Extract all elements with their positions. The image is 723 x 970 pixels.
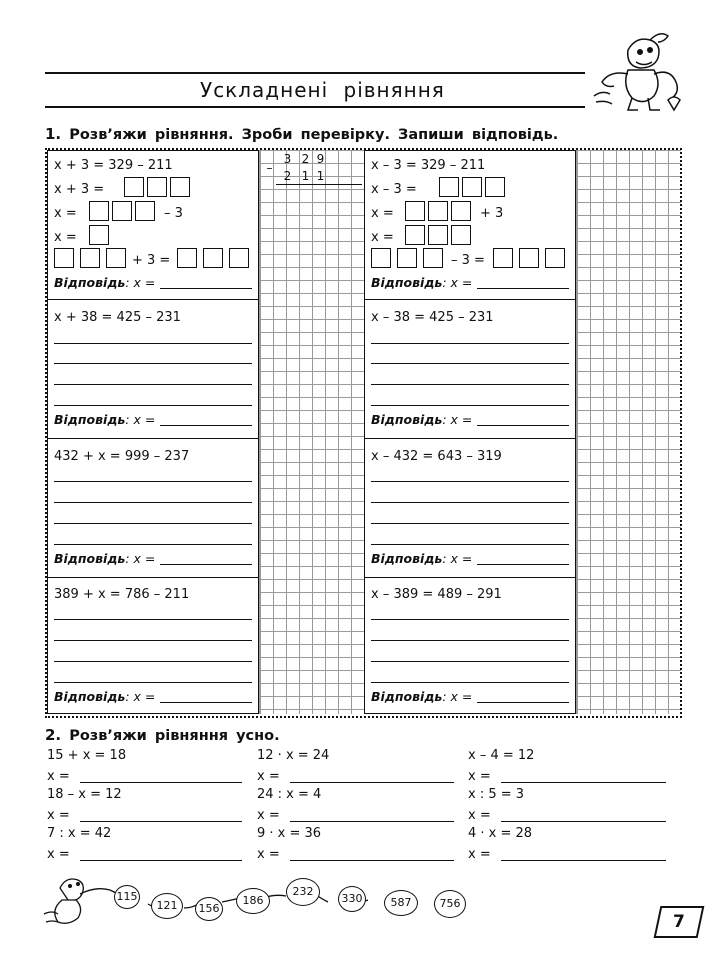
answer-box[interactable] — [89, 201, 109, 221]
work-line[interactable] — [371, 682, 569, 683]
answer-line[interactable] — [160, 425, 252, 426]
sub-top-digit: 3 — [283, 152, 292, 166]
task2-number: 2. — [45, 726, 62, 744]
work-line[interactable] — [371, 544, 569, 545]
oral-x-label: x = — [47, 808, 70, 823]
answer-box[interactable] — [423, 248, 443, 268]
task2-heading — [45, 726, 280, 744]
sub-bottom-digit: 1 — [301, 169, 310, 183]
work-line[interactable] — [371, 502, 569, 503]
answer-box[interactable] — [203, 248, 223, 268]
work-line[interactable] — [371, 405, 569, 406]
right-eq-3: x – 432 = 643 – 319 — [371, 449, 502, 464]
answer-box[interactable] — [170, 177, 190, 197]
answer-box[interactable] — [229, 248, 249, 268]
oral-answer-line[interactable] — [501, 782, 666, 783]
answer-box[interactable] — [519, 248, 539, 268]
work-line[interactable] — [371, 481, 569, 482]
oral-answer-line[interactable] — [290, 821, 454, 822]
answer-box[interactable] — [147, 177, 167, 197]
work-line[interactable] — [371, 640, 569, 641]
oral-equation: 4 · x = 28 — [468, 826, 533, 841]
work-line[interactable] — [371, 363, 569, 364]
answer-box[interactable] — [428, 225, 448, 245]
work-line[interactable] — [54, 640, 252, 641]
oral-x-label: x = — [257, 769, 280, 784]
work-line[interactable] — [54, 544, 252, 545]
answer-box[interactable] — [371, 248, 391, 268]
answer-box[interactable] — [451, 225, 471, 245]
answer-box[interactable] — [451, 201, 471, 221]
left-eq-2: x + 38 = 425 – 231 — [54, 310, 181, 325]
task1-text: Розв’яжи рівняння. Зроби перевірку. Запиши відповідь. — [69, 127, 559, 143]
dragon-illustration — [588, 30, 693, 115]
answer-line[interactable] — [477, 564, 569, 565]
answer-box[interactable] — [545, 248, 565, 268]
answer-box[interactable] — [124, 177, 144, 197]
answer-box[interactable] — [405, 201, 425, 221]
oral-equation: 9 · x = 36 — [257, 826, 322, 841]
right-step-4: x = — [371, 230, 394, 245]
left-step-2: x = — [54, 206, 77, 221]
title-rule-bottom — [45, 106, 585, 108]
oral-x-label: x = — [257, 847, 280, 862]
work-line[interactable] — [54, 405, 252, 406]
page-number: 7 — [654, 906, 705, 938]
answer-label: Відповідь: x = — [54, 275, 156, 290]
answer-box[interactable] — [54, 248, 74, 268]
answer-line[interactable] — [160, 288, 252, 289]
answer-box[interactable] — [493, 248, 513, 268]
answer-box[interactable] — [485, 177, 505, 197]
sub-top-digit: 9 — [316, 152, 325, 166]
number-bubble: 587 — [384, 890, 418, 916]
sub-bottom-digit: 1 — [316, 169, 325, 183]
answer-label: Відповідь: x = — [371, 551, 473, 566]
oral-answer-line[interactable] — [80, 782, 242, 783]
answer-label: Відповідь: x = — [371, 412, 473, 427]
right-step-3: + 3 — [480, 206, 504, 221]
work-line[interactable] — [54, 523, 252, 524]
left-step-4: x = — [54, 230, 77, 245]
oral-equation: x : 5 = 3 — [468, 787, 525, 802]
oral-equation: 24 : x = 4 — [257, 787, 322, 802]
answer-box[interactable] — [397, 248, 417, 268]
answer-label: Відповідь: x = — [371, 689, 473, 704]
task2-text: Розв’яжи рівняння усно. — [69, 728, 280, 744]
number-bubble: 186 — [236, 888, 270, 914]
number-bubble: 232 — [286, 878, 320, 906]
column-subtraction — [262, 152, 362, 188]
left-eq-1: x + 3 = 329 – 211 — [54, 158, 173, 173]
work-line[interactable] — [371, 661, 569, 662]
answer-box[interactable] — [462, 177, 482, 197]
answer-label: Відповідь: x = — [54, 689, 156, 704]
number-bubble: 756 — [434, 890, 466, 918]
oral-answer-line[interactable] — [290, 782, 454, 783]
answer-line[interactable] — [160, 564, 252, 565]
oral-answer-line[interactable] — [290, 860, 454, 861]
right-step-5: – 3 = — [451, 253, 485, 268]
answer-box[interactable] — [135, 201, 155, 221]
work-line[interactable] — [54, 363, 252, 364]
oral-equation: 18 – x = 12 — [47, 787, 122, 802]
oral-answer-line[interactable] — [501, 860, 666, 861]
sub-top-digit: 2 — [301, 152, 310, 166]
work-line[interactable] — [54, 682, 252, 683]
oral-x-label: x = — [468, 808, 491, 823]
right-eq-2: x – 38 = 425 – 231 — [371, 310, 494, 325]
right-eq-4: x – 389 = 489 – 291 — [371, 587, 502, 602]
answer-box[interactable] — [89, 225, 109, 245]
answer-label: Відповідь: x = — [371, 275, 473, 290]
oral-x-label: x = — [47, 847, 70, 862]
work-line[interactable] — [54, 481, 252, 482]
work-line[interactable] — [371, 619, 569, 620]
answer-box[interactable] — [428, 201, 448, 221]
oral-equation: 15 + x = 18 — [47, 748, 127, 763]
work-line[interactable] — [54, 619, 252, 620]
oral-x-label: x = — [468, 847, 491, 862]
oral-x-label: x = — [257, 808, 280, 823]
work-line[interactable] — [54, 502, 252, 503]
answer-line[interactable] — [477, 702, 569, 703]
answer-box[interactable] — [439, 177, 459, 197]
sub-minus: – — [266, 161, 273, 175]
answer-label: Відповідь: x = — [54, 551, 156, 566]
left-step-3: – 3 — [164, 206, 183, 221]
oral-equation: x – 4 = 12 — [468, 748, 535, 763]
number-bubble: 121 — [151, 893, 183, 919]
answer-box[interactable] — [106, 248, 126, 268]
answer-box[interactable] — [80, 248, 100, 268]
task1-heading — [45, 125, 558, 143]
oral-x-label: x = — [47, 769, 70, 784]
answer-line[interactable] — [477, 425, 569, 426]
number-bubble: 330 — [338, 886, 366, 912]
left-eq-4: 389 + x = 786 – 211 — [54, 587, 190, 602]
oral-equation: 12 · x = 24 — [257, 748, 330, 763]
oral-answer-line[interactable] — [501, 821, 666, 822]
oral-x-label: x = — [468, 769, 491, 784]
work-line[interactable] — [371, 343, 569, 344]
work-line[interactable] — [371, 384, 569, 385]
answer-line[interactable] — [160, 702, 252, 703]
answer-line[interactable] — [477, 288, 569, 289]
work-line[interactable] — [54, 661, 252, 662]
work-line[interactable] — [371, 523, 569, 524]
oral-answer-line[interactable] — [80, 860, 242, 861]
right-eq-1: x – 3 = 329 – 211 — [371, 158, 486, 173]
sub-bottom-digit: 2 — [283, 169, 292, 183]
left-eq-3: 432 + x = 999 – 237 — [54, 449, 190, 464]
work-line[interactable] — [54, 343, 252, 344]
right-step-2: x = — [371, 206, 394, 221]
answer-box[interactable] — [112, 201, 132, 221]
work-line[interactable] — [54, 384, 252, 385]
sub-result-line — [276, 184, 362, 185]
left-step-1: x + 3 = — [54, 182, 105, 197]
answer-box[interactable] — [405, 225, 425, 245]
answer-box[interactable] — [177, 248, 197, 268]
number-bubble: 156 — [195, 897, 223, 921]
title-rule-top — [45, 72, 585, 74]
task1-number: 1. — [45, 125, 62, 143]
oral-equation: 7 : x = 42 — [47, 826, 112, 841]
left-step-5: + 3 = — [132, 253, 171, 268]
right-step-1: x – 3 = — [371, 182, 417, 197]
answer-label: Відповідь: x = — [54, 412, 156, 427]
oral-answer-line[interactable] — [80, 821, 242, 822]
number-bubble: 115 — [114, 885, 140, 909]
page-title: Ускладнені рівняння — [200, 78, 445, 102]
